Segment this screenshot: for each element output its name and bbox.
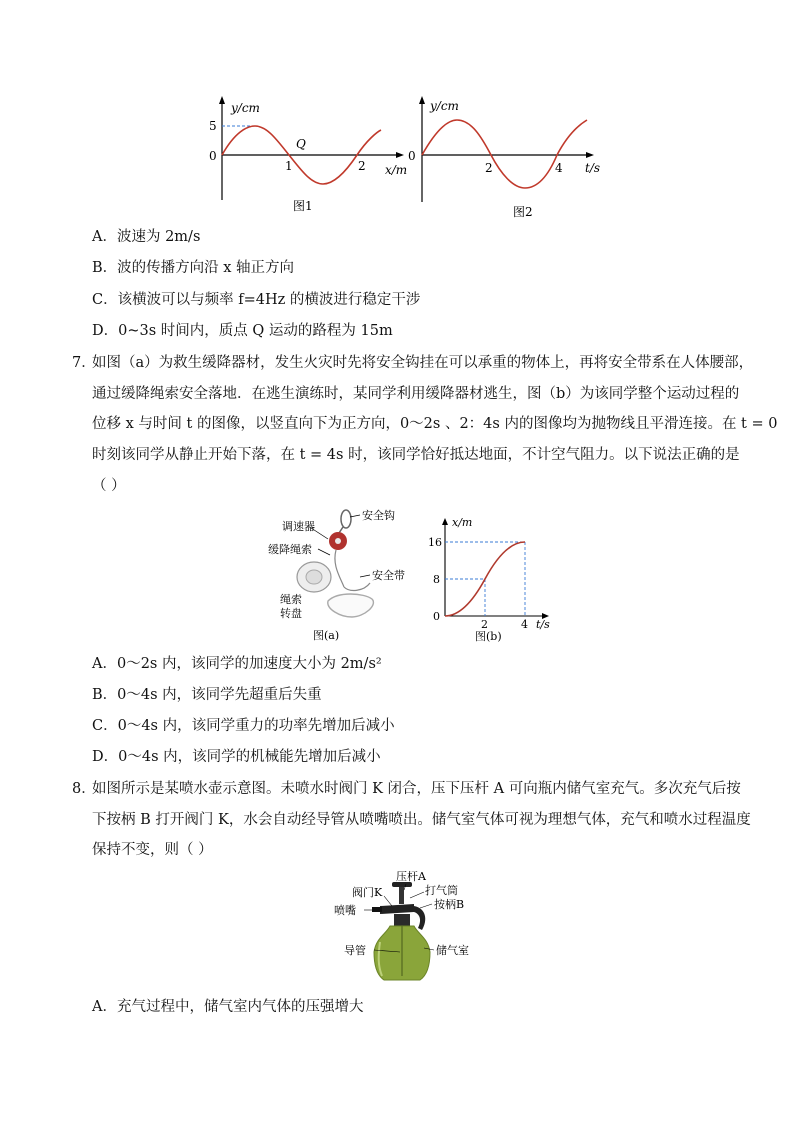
fig1-origin: 0 (209, 149, 217, 163)
label-pump: 打气筒 (425, 884, 458, 897)
label-reel-1: 绳索 (280, 593, 302, 606)
fig1-y-label: y/cm (231, 101, 260, 115)
label-valve-k: 阀门K (352, 886, 383, 899)
label-rope: 缓降绳索 (268, 543, 312, 556)
label-belt: 安全带 (372, 569, 405, 582)
fig2-t-tick-4: 4 (555, 161, 563, 175)
fig-b-y-label: x/m (452, 516, 473, 529)
q7-figure-a (268, 505, 418, 645)
fig1-x-label: x/m (385, 163, 408, 177)
fig1-x-tick-1: 1 (285, 159, 293, 173)
q8-stem-line-1: 如图所示是某喷水壶示意图。未喷水时阀门 K 闭合，压下压杆 A 可向瓶内储气室充气。多次充气后按 (92, 781, 741, 797)
safety-hook-icon (341, 510, 351, 528)
fig-b-caption: 图(b) (475, 630, 502, 643)
fig-b-y-tick-8: 8 (433, 573, 440, 586)
q7-option-c: C．0～4s 内，该同学重力的功率先增加后减小 (92, 718, 395, 734)
q8-number: 8． (72, 781, 96, 797)
fig-b-y-arrow-icon (442, 518, 448, 525)
label-nozzle: 喷嘴 (334, 904, 356, 917)
label-handle-b: 按柄B (434, 898, 465, 911)
label-tube: 导管 (344, 944, 366, 957)
fig1-y-arrow-icon (219, 96, 225, 104)
q6-option-a: A．波速为 2m/s (92, 229, 201, 245)
q7-option-d: D．0～4s 内，该同学的机械能先增加后减小 (92, 749, 381, 765)
safety-belt-icon (328, 594, 374, 617)
fig2-y-arrow-icon (419, 96, 425, 104)
q8-option-a: A．充气过程中，储气室内气体的压强增大 (92, 999, 364, 1015)
q7-stem-line-3: 位移 x 与时间 t 的图像，以竖直向下为正方向，0～2s 、2：4s 内的图像均为抛物线且平滑连接。在 t = 0 (92, 416, 778, 432)
figure-1 (209, 96, 407, 213)
wave-figures (195, 92, 615, 222)
handle-b-icon (414, 906, 425, 930)
fig1-x-arrow-icon (396, 152, 404, 158)
pump-rod-icon (399, 886, 404, 904)
fig1-y-tick-5: 5 (209, 119, 217, 133)
fig-b-y-tick-16: 16 (428, 536, 442, 549)
fig2-t-arrow-icon (586, 152, 594, 158)
fig2-vibration-curve (422, 120, 587, 188)
rope-icon (335, 550, 344, 587)
fig2-t-tick-2: 2 (485, 161, 493, 175)
fig2-y-label: y/cm (430, 99, 459, 113)
q7-stem-line-2: 通过缓降绳索安全落地．在逃生演练时，某同学利用缓降器材逃生，图（b）为该同学整个运动过程的 (92, 386, 740, 402)
fig-a-caption: 图(a) (313, 629, 340, 642)
label-regulator: 调速器 (282, 520, 315, 533)
label-reel-2: 转盘 (280, 607, 302, 620)
q6-option-c: C．该横波可以与频率 f=4Hz 的横波进行稳定干涉 (92, 292, 421, 308)
fig2-caption: 图2 (513, 205, 533, 219)
q6-option-d: D．0~3s 时间内，质点 Q 运动的路程为 15m (92, 323, 393, 339)
q7-figure-b (425, 512, 560, 644)
fig-b-origin: 0 (433, 610, 440, 623)
fig1-caption: 图1 (293, 199, 313, 213)
fig1-point-q: Q (296, 137, 306, 151)
q8-spray-bottle-figure (330, 868, 480, 990)
q7-answer-blank: （ ） (92, 478, 126, 494)
fig-b-t-label: t/s (536, 618, 550, 631)
nozzle-icon (372, 907, 382, 912)
q8-stem-line-3: 保持不变，则（ ） (92, 842, 213, 858)
figure-2 (408, 96, 600, 219)
label-hook: 安全钩 (362, 509, 395, 522)
q7-stem-line-1: 如图（a）为救生缓降器材，发生火灾时先将安全钩挂在可以承重的物体上，再将安全带系在人体腰部， (92, 355, 754, 371)
q7-option-b: B．0～4s 内，该同学先超重后失重 (92, 687, 322, 703)
q7-option-a: A．0～2s 内，该同学的加速度大小为 2m/s² (92, 656, 382, 672)
fig1-x-tick-2: 2 (358, 159, 366, 173)
q8-stem-line-2: 下按柄 B 打开阀门 K，水会自动经导管从喷嘴喷出。储气室气体可视为理想气体，充气和喷水过程温度 (92, 812, 751, 828)
q7-stem-line-4: 时刻该同学从静止开始下落，在 t = 4s 时，该同学恰好抵达地面，不计空气阻力。以下说法正确的是 (92, 447, 740, 463)
label-chamber: 储气室 (436, 944, 469, 957)
fig-b-t-tick-4: 4 (521, 618, 528, 631)
fig-b-t-tick-2: 2 (481, 618, 488, 631)
pump-head-icon (380, 904, 414, 914)
fig2-origin: 0 (408, 149, 416, 163)
fig2-t-label: t/s (585, 161, 601, 175)
q7-number: 7． (72, 355, 96, 371)
q6-option-b: B．波的传播方向沿 x 轴正方向 (92, 260, 295, 276)
label-lever-a: 压杆A (396, 870, 426, 883)
